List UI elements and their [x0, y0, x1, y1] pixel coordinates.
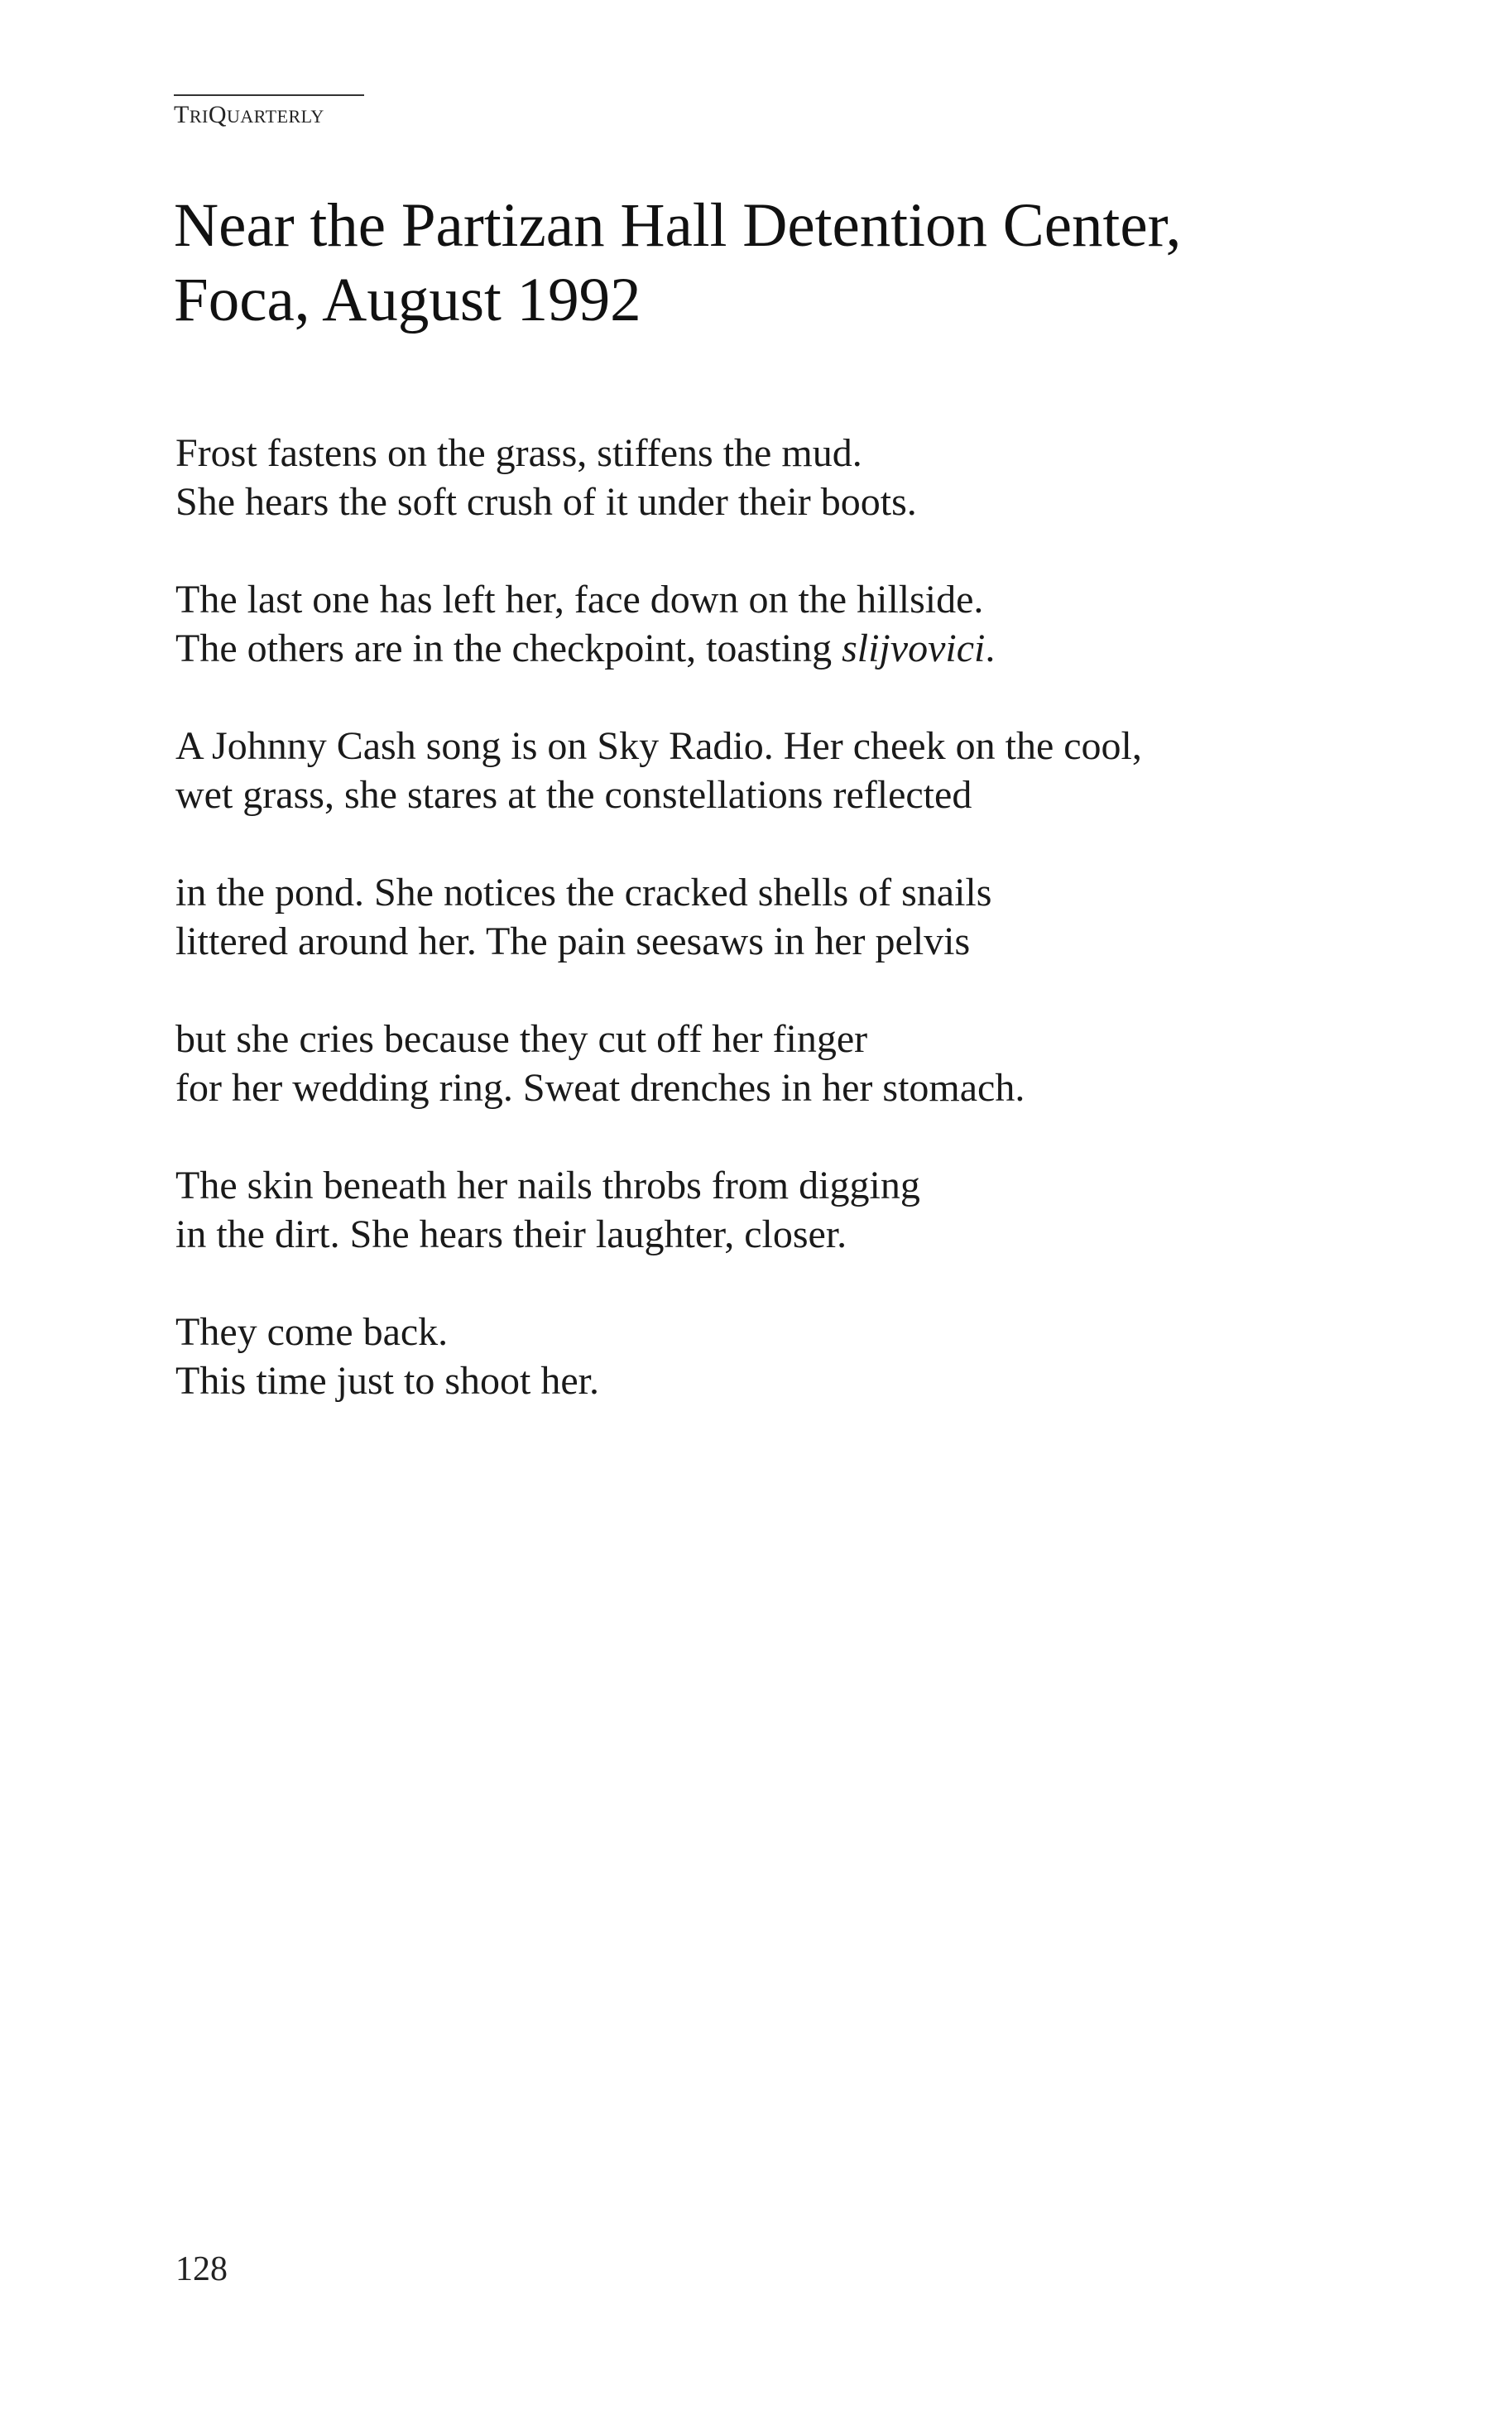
stanza-3: [175, 722, 1417, 819]
poem-line: Frost fastens on the grass, stiffens the mud.: [175, 431, 862, 475]
poem-line: They come back.: [175, 1310, 449, 1354]
poem-line: littered around her. The pain seesaws in her pelvis: [175, 919, 971, 963]
poem-line: She hears the soft crush of it under their boots.: [175, 480, 917, 524]
stanza-6: [175, 1161, 1417, 1259]
stanza-4: [175, 868, 1417, 966]
poem-line: The skin beneath her nails throbs from digging: [175, 1164, 920, 1207]
poem-line: A Johnny Cash song is on Sky Radio. Her cheek on the cool,: [175, 724, 1142, 768]
poem-line: in the pond. She notices the cracked shells of snails: [175, 871, 992, 914]
page-number: 128: [175, 2250, 228, 2288]
stanza-5: [175, 1015, 1417, 1112]
poem-line: in the dirt. She hears their laughter, closer.: [175, 1212, 847, 1256]
running-head: [174, 101, 324, 129]
poem-body: [175, 429, 1417, 1454]
italic-word-slijvovici: slijvovici: [842, 626, 986, 670]
poem-title: [174, 189, 1415, 338]
poem-line-text: The others are in the checkpoint, toasting: [175, 626, 842, 670]
poem-line: The last one has left her, face down on the hillside.: [175, 578, 984, 622]
poem-title-line-1: Near the Partizan Hall Detention Center,: [174, 191, 1182, 260]
poem-line: for her wedding ring. Sweat drenches in her stomach.: [175, 1066, 1025, 1110]
poem-line-with-italic: [175, 624, 1417, 673]
stanza-2: [175, 575, 1417, 673]
running-head-initial-q: Q: [208, 101, 227, 128]
running-head-initial-t: T: [174, 101, 190, 128]
running-head-ri: RI: [189, 106, 209, 127]
poem-line: This time just to shoot her.: [175, 1359, 599, 1403]
poem-line-end: .: [985, 626, 996, 670]
running-head-rule: [174, 94, 364, 96]
stanza-1: [175, 429, 1417, 526]
poem-line: wet grass, she stares at the constellations reflected: [175, 773, 972, 817]
poem-line: but she cries because they cut off her finger: [175, 1017, 868, 1061]
running-head-rest: UARTERLY: [227, 106, 324, 127]
stanza-7: [175, 1308, 1417, 1405]
poem-title-line-2: Foca, August 1992: [174, 266, 641, 334]
